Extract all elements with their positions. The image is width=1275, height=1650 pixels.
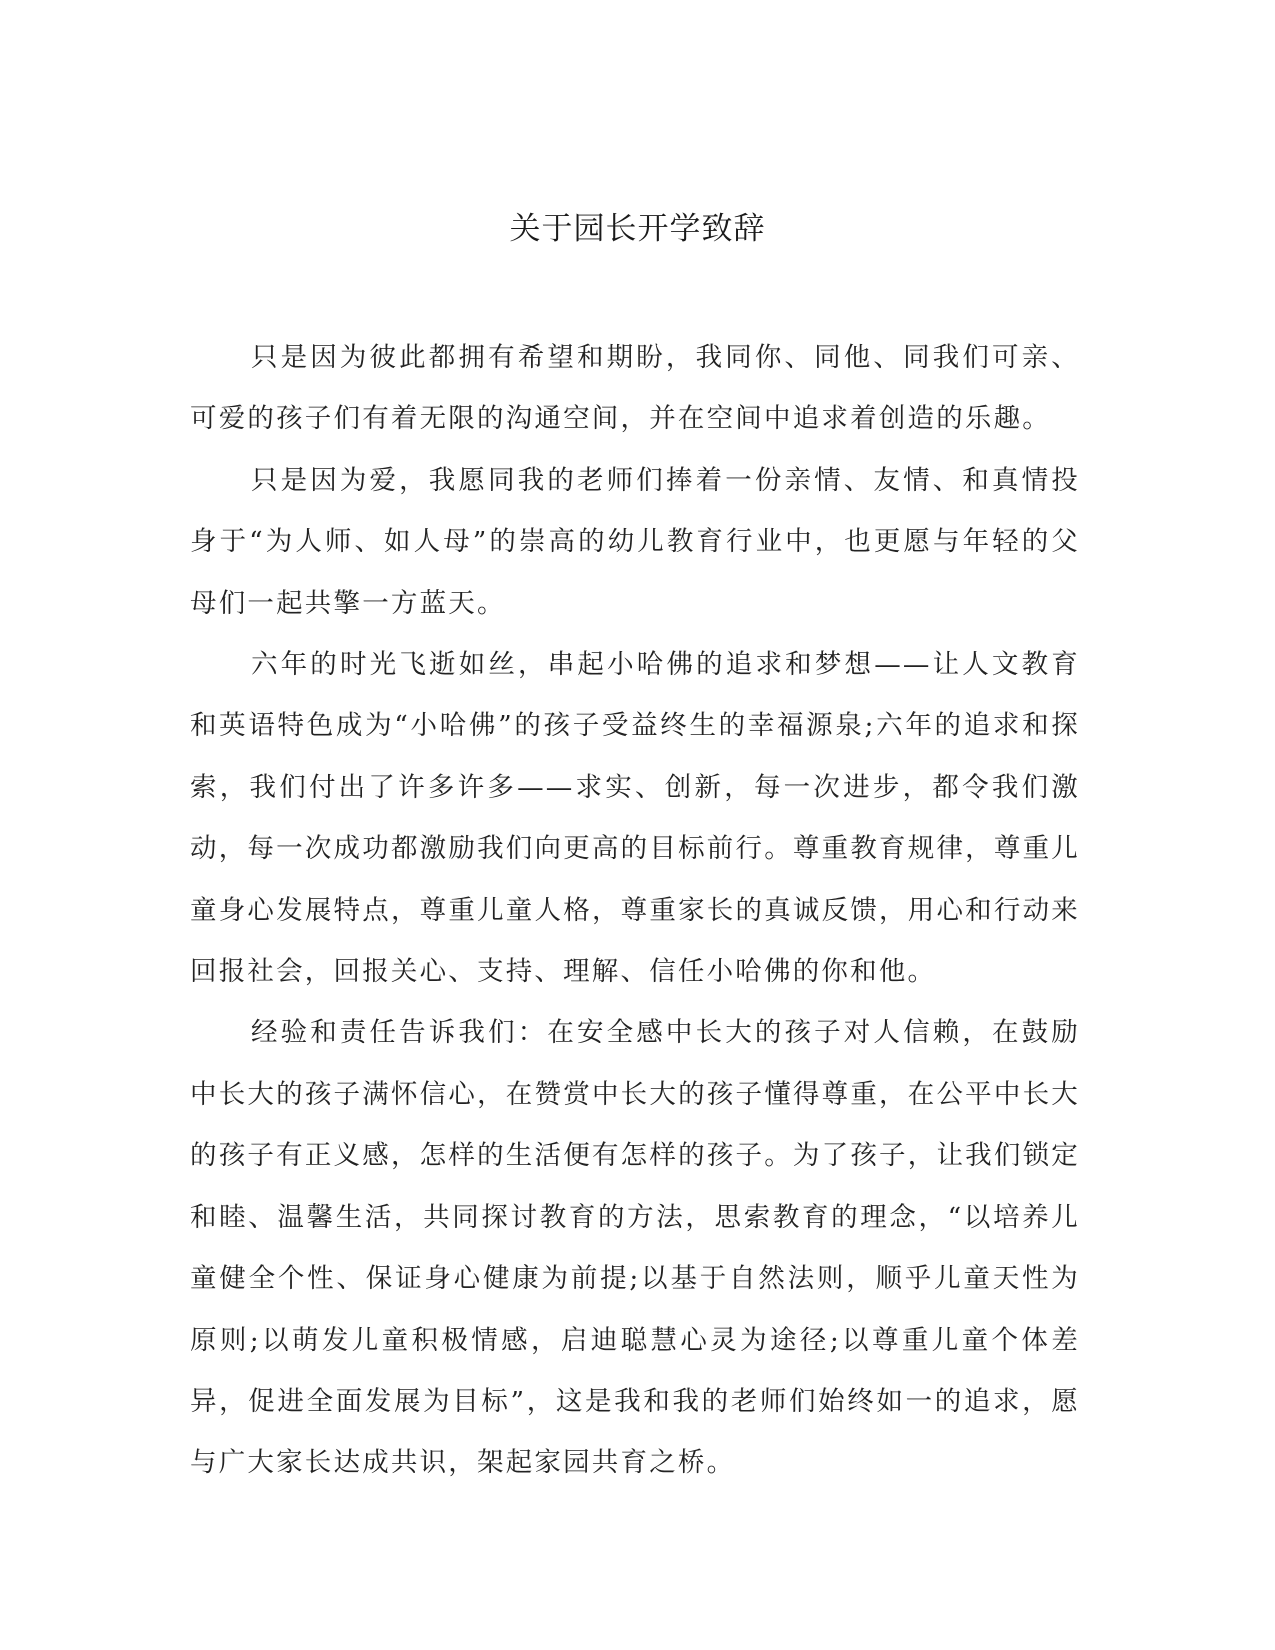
- document-title: 关于园长开学致辞: [509, 211, 766, 247]
- paragraph-3: 六年的时光飞逝如丝，串起小哈佛的追求和梦想——让人文教育和英语特色成为“小哈佛”的孩子受益终生的幸福源泉;六年的追求和探索，我们付出了许多许多——求实、创新，每一次进步，都令我们激动，每一次成功都激励我们向更高的目标前行。尊重教育规律，尊重儿童身心发展特点，尊重儿童人格，尊重家长的真诚反馈，用心和行动来回报社会，回报关心、支持、理解、信任小哈佛的你和他。: [190, 649, 1080, 988]
- paragraph-4: 经验和责任告诉我们：在安全感中长大的孩子对人信赖，在鼓励中长大的孩子满怀信心，在赞赏中长大的孩子懂得尊重，在公平中长大的孩子有正义感，怎样的生活便有怎样的孩子。为了孩子，让我们锁定和睦、温馨生活，共同探讨教育的方法，思索教育的理念，“以培养儿童健全个性、保证身心健康为前提;以基于自然法则，顺乎儿童天性为原则;以萌发儿童积极情感，启迪聪慧心灵为途径;以尊重儿童个体差异，促进全面发展为目标”，这是我和我的老师们始终如一的追求，愿与广大家长达成共识，架起家园共育之桥。: [190, 1017, 1080, 1479]
- paragraph-2: 只是因为爱，我愿同我的老师们捧着一份亲情、友情、和真情投身于“为人师、如人母”的崇高的幼儿教育行业中，也更愿与年轻的父母们一起共擎一方蓝天。: [190, 464, 1080, 619]
- paragraph-1: 只是因为彼此都拥有希望和期盼，我同你、同他、同我们可亲、可爱的孩子们有着无限的沟通空间，并在空间中追求着创造的乐趣。: [190, 342, 1080, 435]
- document-body: [190, 327, 1080, 1494]
